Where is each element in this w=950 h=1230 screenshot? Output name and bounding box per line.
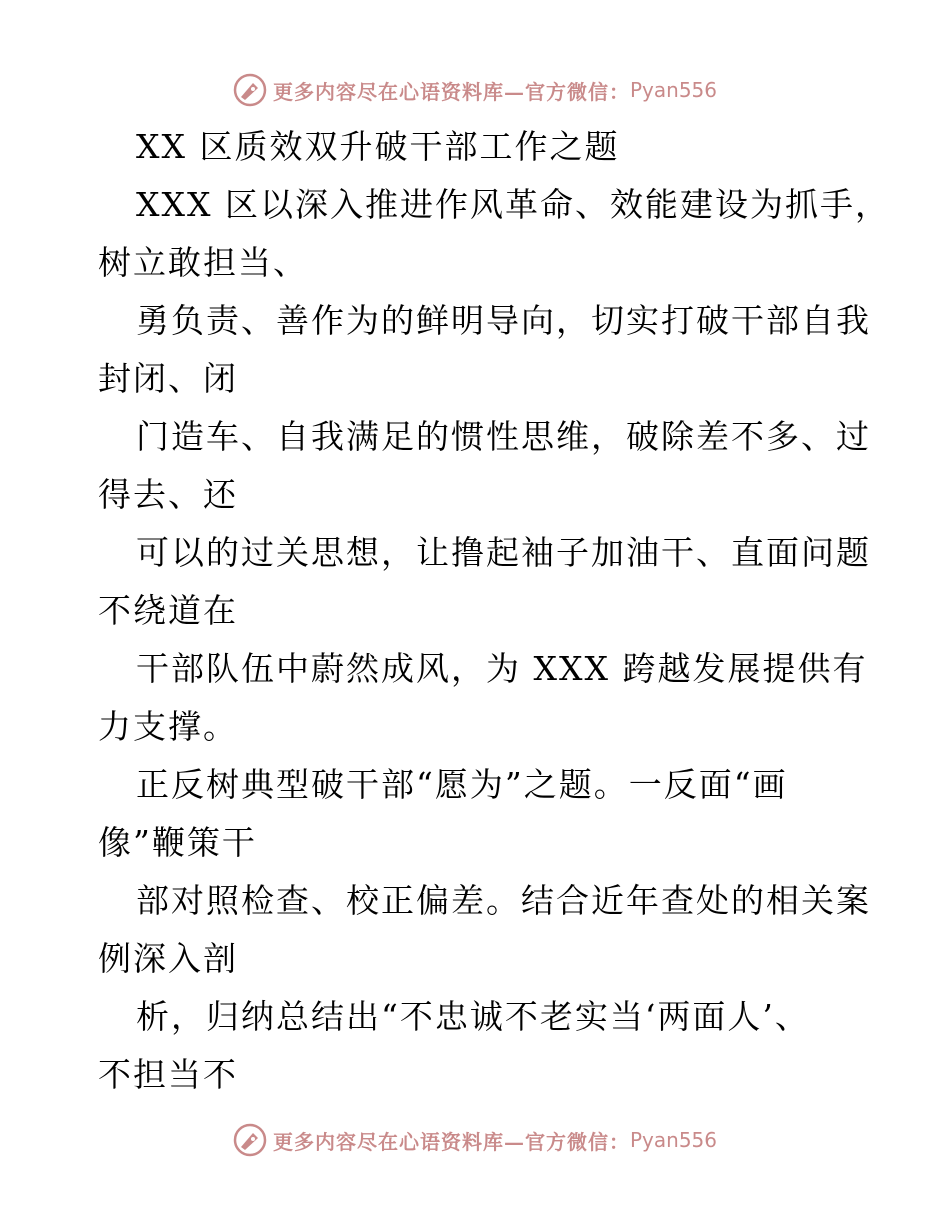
- text-line: XX 区质效双升破干部工作之题: [136, 127, 620, 166]
- text-line: 可以的过关思想，让撸起袖子加油干、直面问题: [136, 533, 871, 572]
- text-line: 得去、还: [98, 475, 238, 514]
- text-line: 封闭、闭: [98, 359, 238, 398]
- text-line: 门造车、自我满足的惯性思维，破除差不多、过: [136, 417, 871, 456]
- text-line: 不绕道在: [98, 591, 238, 630]
- header-banner: [0, 68, 950, 112]
- document-body: [98, 118, 890, 1104]
- pen-nib-logo-icon: [233, 1123, 267, 1157]
- text-line: 树立敢担当、: [98, 243, 308, 282]
- pen-nib-logo-icon: [233, 73, 267, 107]
- text-line: 像”鞭策干: [98, 823, 257, 862]
- text-line: 力支撑。: [98, 707, 238, 746]
- banner-text: 更多内容尽在心语资料库—官方微信：: [272, 1129, 630, 1154]
- footer-banner: [0, 1118, 950, 1162]
- text-line: XXX 区以深入推进作风革命、效能建设为抓手，: [136, 185, 890, 224]
- text-line: 不担当不: [98, 1055, 238, 1094]
- text-line: 正反树典型破干部“愿为”之题。一反面“画: [136, 765, 788, 804]
- text-line: 勇负责、善作为的鲜明导向，切实打破干部自我: [136, 301, 871, 340]
- wechat-id: Pyan556: [629, 1128, 717, 1152]
- text-line: 例深入剖: [98, 939, 238, 978]
- wechat-id: Pyan556: [629, 78, 717, 102]
- text-line: 干部队伍中蔚然成风，为 XXX 跨越发展提供有: [136, 649, 868, 688]
- text-line: 部对照检查、校正偏差。结合近年查处的相关案: [136, 881, 871, 920]
- banner-text: 更多内容尽在心语资料库—官方微信：: [272, 79, 630, 104]
- text-line: 析，归纳总结出“不忠诚不老实当‘两面人’、: [136, 997, 810, 1036]
